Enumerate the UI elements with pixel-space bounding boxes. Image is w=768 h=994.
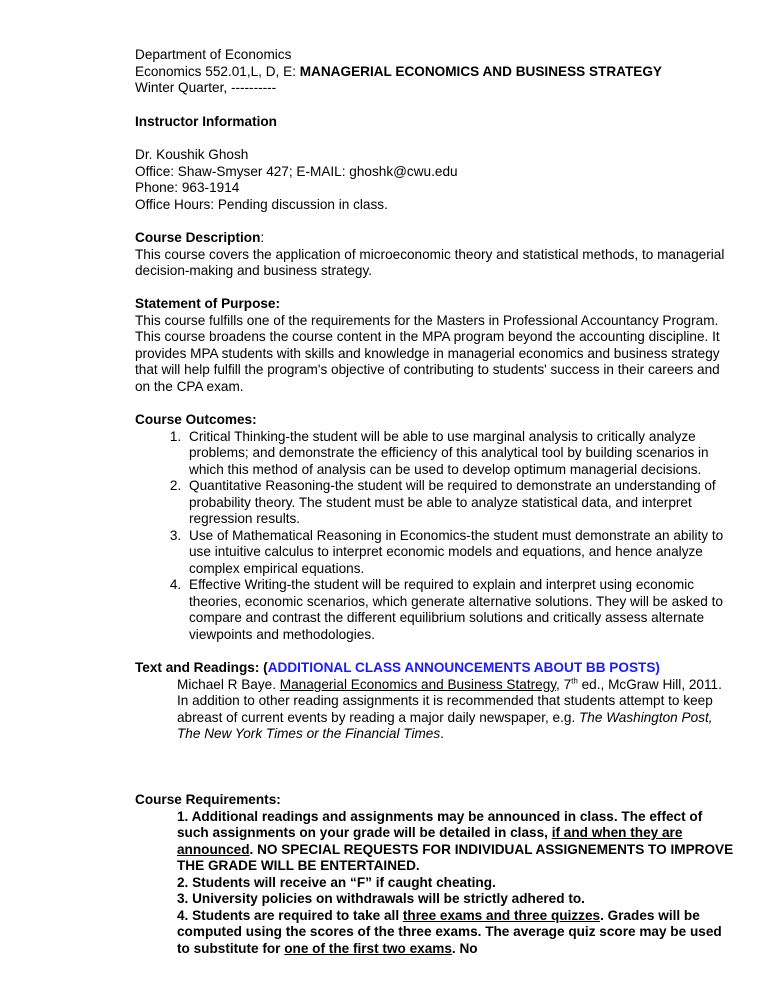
outcomes-list [135, 429, 735, 644]
instructor-heading: Instructor Information [135, 114, 277, 129]
requirement-3: 3. University policies on withdrawals will be strictly adhered to. [177, 891, 585, 906]
course-prefix: Economics 552.01,L, D, E: [135, 63, 300, 79]
requirement-4-underline-2: one of the first two exams [284, 940, 452, 956]
requirement-2-grade: “F” [350, 874, 372, 890]
requirement-1-underline: if and when they are announced [177, 825, 683, 857]
instructor-name: Dr. Koushik Ghosh [135, 147, 249, 162]
reading-line [135, 693, 735, 743]
instructor-details [135, 147, 735, 213]
texts-section [135, 660, 735, 743]
outcomes-section [135, 412, 735, 643]
reading-end: . [440, 726, 444, 741]
textbook-edition: , 7 [556, 676, 572, 692]
description-colon: : [260, 230, 265, 245]
outcome-item: 3. Use of Mathematical Reasoning in Economics-the student must demonstrate an ability to use intuitive calculus to interpret economic models and equations, and hence analyze complex empirical equations. [185, 528, 735, 578]
requirement-4-text: 4. Students are required to take all [177, 907, 403, 923]
requirement-4-text-mid: . Grades will be computed using the scores of the three exams. The average quiz score may be used to substitute for [177, 907, 722, 956]
textbook-line [135, 677, 735, 694]
outcome-item: 4. Effective Writing-the student will be required to explain and interpret using economic theories, economic scenarios, which generate alternative solutions. They will be asked to compare and contrast the different equilibrium solutions and critically assess alternate viewpoints and methodologies. [185, 577, 735, 643]
reading-newspapers: The Washington Post, The New York Times or the Financial Times [177, 709, 713, 741]
reading-text: In addition to other reading assignments it is recommended that students attempt to keep abreast of current events by reading a major daily newspaper, e.g. [177, 693, 713, 725]
description-text: This course covers the application of microeconomic theory and statistical methods, to managerial decision-making and business strategy. [135, 246, 725, 278]
requirements-heading: Course Requirements: [135, 792, 281, 807]
description-heading: Course Description [135, 230, 261, 245]
requirement-4-text-end: . No [451, 940, 478, 956]
requirement-4 [135, 908, 735, 958]
requirement-4-underline-1: three exams and three quizzes [402, 907, 601, 923]
quarter-line: Winter Quarter, ---------- [135, 80, 277, 95]
department-line: Department of Economics [135, 47, 292, 62]
texts-colon: : ( [254, 660, 268, 675]
outcomes-heading: Course Outcomes: [135, 412, 257, 427]
requirement-2-text: 2. Students will receive an [177, 874, 351, 890]
header-block [135, 47, 735, 97]
requirements-section [135, 792, 735, 957]
description-section [135, 230, 735, 280]
instructor-phone: Phone: 963-1914 [135, 180, 240, 195]
purpose-section [135, 296, 735, 395]
texts-heading: Text and Readings [135, 660, 255, 675]
textbook-title: Managerial Economics and Business Statregy [279, 676, 557, 692]
requirement-1 [135, 809, 735, 875]
instructor-office: Office: Shaw-Smyser 427; E-MAIL: ghoshk@cwu.edu [135, 163, 458, 179]
textbook-author: Michael R Baye. [177, 676, 280, 692]
textbook-edition-sup: th [571, 675, 578, 685]
course-title: MANAGERIAL ECONOMICS AND BUSINESS STRATEGY [299, 63, 662, 79]
requirement-1-text-end: . NO SPECIAL REQUESTS FOR INDIVIDUAL ASSIGNEMENTS TO IMPROVE THE GRADE WILL BE ENTERTAINED. [177, 841, 734, 873]
outcome-item: 2. Quantitative Reasoning-the student will be required to demonstrate an understanding of probability theory. The student must be able to analyze statistical data, and interpret regression results. [185, 478, 735, 528]
requirement-1-text: 1. Additional readings and assignments may be announced in class. The effect of such assignments on your grade will be detailed in class, [177, 808, 703, 840]
outcome-item: 1. Critical Thinking-the student will be able to use marginal analysis to critically analyze problems; and demonstrate the efficiency of this analytical tool by building scenarios in which this method of analysis can be used to develop optimum managerial decisions. [185, 429, 735, 479]
course-line [135, 64, 735, 81]
texts-announcement: ADDITIONAL CLASS ANNOUNCEMENTS ABOUT BB POSTS) [267, 660, 660, 675]
textbook-publisher: ed., McGraw Hill, 2011. [577, 676, 722, 692]
instructor-hours: Office Hours: Pending discussion in class. [135, 196, 388, 212]
requirement-2 [135, 875, 735, 892]
instructor-section [135, 114, 735, 131]
purpose-heading: Statement of Purpose: [135, 296, 281, 311]
purpose-text: This course fulfills one of the requirements for the Masters in Professional Accountancy Program. This course broadens the course content in the MPA program beyond the accounting discipline. It provides MPA students with skills and knowledge in managerial economics and business strategy that will help fulfill the program's objective of contributing to students' success in their careers and on the CPA exam. [135, 312, 720, 394]
requirement-2-text-end: if caught cheating. [371, 874, 496, 890]
